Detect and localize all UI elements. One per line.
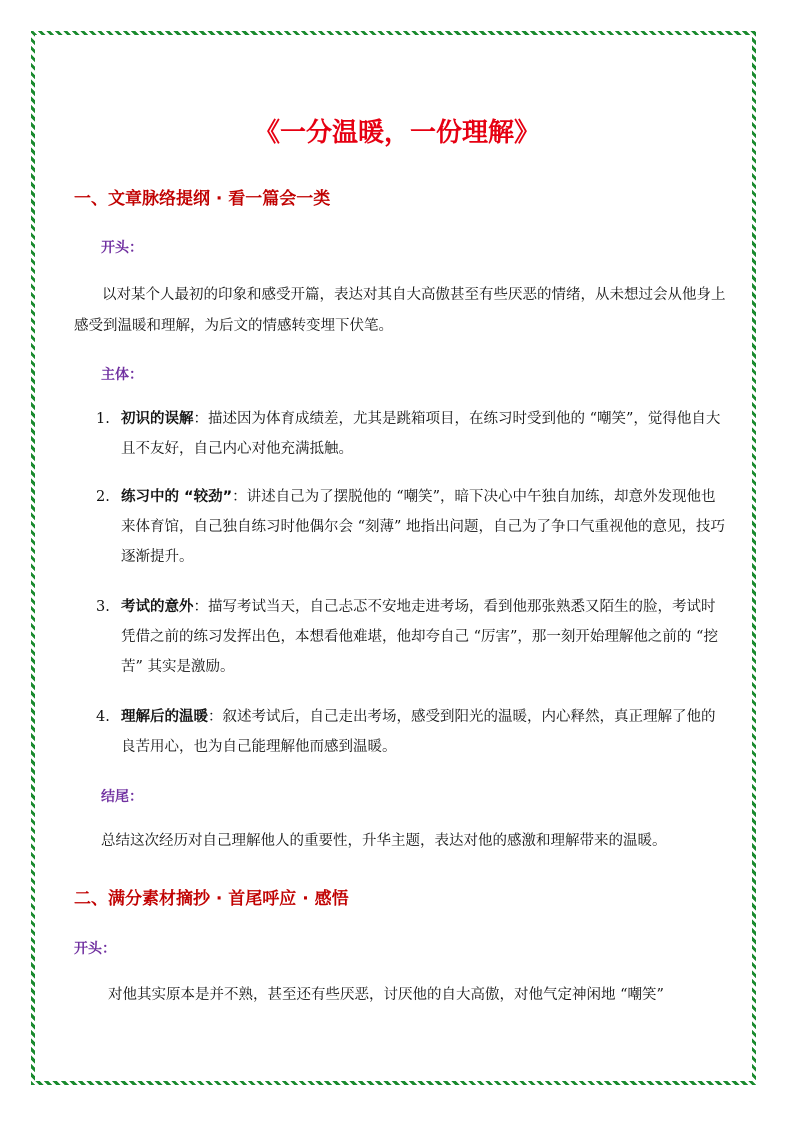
section1-ending-label: 结尾： [101,789,143,805]
list-item-2: 2. 练习中的 “较劲”：讲述自己为了摆脱他的 “嘲笑”，暗下决心中午独自加练，却意外发现他也来体育馆，自己独自练习时他偶尔会 “刻薄” 地指出问题，自己为了争口气重视他的意见，技巧逐渐提升。 [96,489,726,565]
list-item-4: 4. 理解后的温暖：叙述考试后，自己走出考场，感受到阳光的温暖，内心释然，真正理解了他的良苦用心，也为自己能理解他而感到温暖。 [96,709,716,755]
item-text: ：描写考试当天，自己忐忑不安地走进考场，看到他那张熟悉又陌生的脸，考试时凭借之前的练习发挥出色，本想看他难堪，他却夸自己 “厉害”，那一刻开始理解他之前的 “挖苦” 其实是激励。 [121,599,718,675]
section1-opening-text: 以对某个人最初的印象和感受开篇，表达对其自大高傲甚至有些厌恶的情绪，从未想过会从他身上感受到温暖和理解，为后文的情感转变埋下伏笔。 [74,287,726,334]
section1-ending-text: 总结这次经历对自己理解他人的重要性，升华主题，表达对他的感激和理解带来的温暖。 [101,833,667,849]
item-text: ：讲述自己为了摆脱他的 “嘲笑”，暗下决心中午独自加练，却意外发现他也来体育馆，自己独自练习时他偶尔会 “刻薄” 地指出问题，自己为了争口气重视他的意见，技巧逐渐提升。 [121,489,726,565]
section2-heading: 二、满分素材摘抄 · 首尾呼应 · 感悟 [74,889,349,909]
document-title: 《一分温暖，一份理解》 [253,118,540,148]
section1-opening-label: 开头： [101,240,143,256]
item-lead: 初识的误解 [121,411,194,427]
item-text: ：叙述考试后，自己走出考场，感受到阳光的温暖，内心释然，真正理解了他的良苦用心，也为自己能理解他而感到温暖。 [121,709,716,755]
section2-opening-text: 对他其实原本是并不熟，甚至还有些厌恶，讨厌他的自大高傲，对他气定神闲地 “嘲笑” [108,987,664,1003]
item-lead: 练习中的 “较劲” [121,489,233,505]
item-text: ：描述因为体育成绩差，尤其是跳箱项目，在练习时受到他的 “嘲笑”，觉得他自大且不友好，自己内心对他充满抵触。 [121,411,721,457]
list-item-3: 3. 考试的意外：描写考试当天，自己忐忑不安地走进考场，看到他那张熟悉又陌生的脸，考试时凭借之前的练习发挥出色，本想看他难堪，他却夸自己 “厉害”，那一刻开始理解他之前的 “挖苦” 其实是激励。 [96,599,718,675]
item-lead: 考试的意外 [121,599,194,615]
section2-opening-label: 开头： [74,941,116,957]
item-lead: 理解后的温暖 [121,709,208,725]
section1-body-label: 主体： [101,367,143,383]
list-item-1: 1. 初识的误解：描述因为体育成绩差，尤其是跳箱项目，在练习时受到他的 “嘲笑”，觉得他自大且不友好，自己内心对他充满抵触。 [96,411,721,457]
section1-heading: 一、文章脉络提纲 · 看一篇会一类 [74,189,331,209]
